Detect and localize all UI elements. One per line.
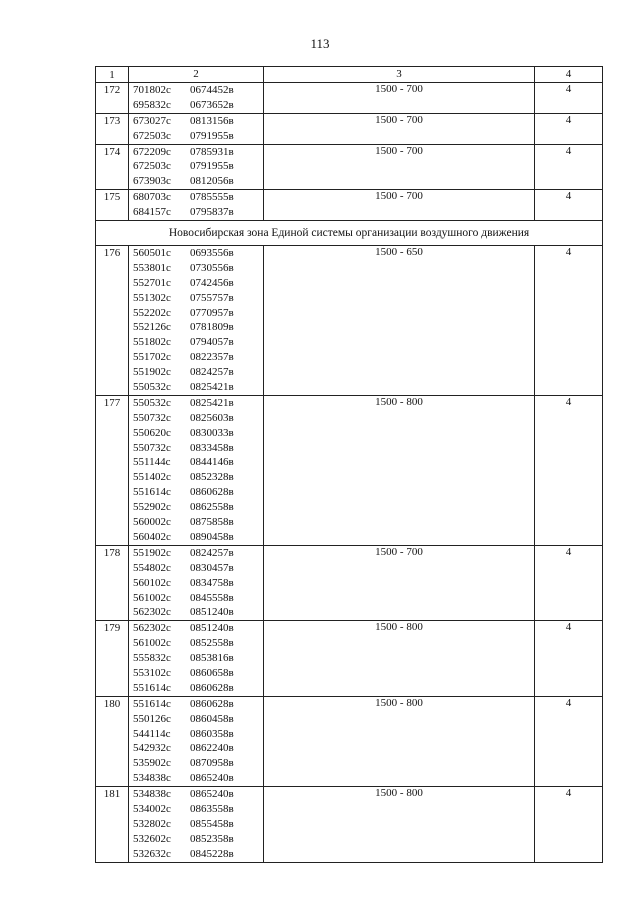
longitude: 0852358в [190,832,234,845]
longitude: 0825421в [190,396,234,409]
coordinate-line [129,847,263,862]
coordinate-line [129,802,263,817]
coordinate-line [129,636,263,651]
latitude: 561002с [133,591,171,604]
longitude: 0812056в [190,175,234,188]
latitude: 550620с [133,426,171,439]
latitude: 551144с [133,456,171,469]
longitude: 0851240в [190,622,234,635]
coordinate-line [129,455,263,470]
row-number: 180 [96,696,129,786]
latitude: 542932с [133,742,171,755]
latitude: 551302с [133,291,171,304]
coordinate-line [129,591,263,606]
longitude: 0860628в [190,681,234,694]
coordinate-line [129,712,263,727]
latitude: 552902с [133,501,171,514]
latitude: 551702с [133,351,171,364]
longitude: 0830457в [190,561,234,574]
latitude: 532632с [133,847,171,860]
latitude: 695832с [133,98,171,111]
coordinate-line [129,500,263,515]
latitude: 560002с [133,516,171,529]
latitude: 672503с [133,129,171,142]
latitude: 532802с [133,817,171,830]
coordinate-line [129,727,263,742]
longitude: 0853816в [190,652,234,665]
coordinate-line [129,350,263,365]
longitude: 0852328в [190,471,234,484]
latitude: 552202с [133,306,171,319]
longitude: 0674452в [190,84,234,96]
coordinate-line [129,205,263,220]
table-row [96,787,603,862]
coordinate-line [129,515,263,530]
latitude: 672503с [133,160,171,173]
longitude: 0794057в [190,336,234,349]
coordinate-line [129,145,263,160]
altitude-range: 1500 - 650 [264,246,535,396]
latitude: 551614с [133,681,171,694]
zone-title: Новосибирская зона Единой системы организации воздушного движения [96,221,603,246]
longitude: 0862558в [190,501,234,514]
coordinate-line [129,666,263,681]
longitude: 0863558в [190,802,234,815]
header-col-1: 1 [96,67,129,83]
longitude: 0824257в [190,546,234,559]
row-number: 179 [96,621,129,696]
latitude: 560501с [133,247,171,260]
table-row [96,83,603,114]
latitude: 551614с [133,697,171,710]
header-col-3: 3 [264,67,535,83]
coordinate-line [129,576,263,591]
longitude: 0825421в [190,381,234,394]
coordinate-line [129,426,263,441]
coordinate-list [129,190,264,221]
longitude: 0673652в [190,98,234,111]
longitude: 0755757в [190,291,234,304]
longitude: 0785555в [190,191,234,204]
longitude: 0824257в [190,366,234,379]
longitude: 0781809в [190,321,234,334]
coordinate-line [129,787,263,802]
coordinate-list [129,395,264,545]
longitude: 0844146в [190,456,234,469]
latitude: 553801с [133,261,171,274]
coordinate-line [129,832,263,847]
header-col-4: 4 [535,67,603,83]
latitude: 550732с [133,411,171,424]
table-row [96,246,603,396]
longitude: 0791955в [190,160,234,173]
longitude: 0830033в [190,426,234,439]
longitude: 0855458в [190,817,234,830]
longitude: 0860458в [190,712,234,725]
coordinate-line [129,98,263,113]
row-number: 177 [96,395,129,545]
altitude-range: 1500 - 800 [264,696,535,786]
longitude: 0875858в [190,516,234,529]
coordinate-line [129,246,263,261]
longitude: 0785931в [190,145,234,158]
latitude: 561002с [133,637,171,650]
latitude: 684157с [133,206,171,219]
longitude: 0860628в [190,486,234,499]
longitude: 0813156в [190,114,234,127]
zone-row [96,221,603,246]
coordinate-line [129,261,263,276]
coordinate-line [129,605,263,620]
latitude: 680703с [133,191,171,204]
longitude: 0825603в [190,411,234,424]
longitude: 0834758в [190,576,234,589]
latitude: 551902с [133,366,171,379]
column-4-value: 4 [535,787,603,862]
coordinate-line [129,306,263,321]
latitude: 551802с [133,336,171,349]
longitude: 0865240в [190,788,234,801]
altitude-range: 1500 - 800 [264,395,535,545]
coordinate-line [129,817,263,832]
coordinate-line [129,320,263,335]
latitude: 534002с [133,802,171,815]
longitude: 0822357в [190,351,234,364]
latitude: 672209с [133,145,171,158]
longitude: 0730556в [190,261,234,274]
coordinate-line [129,190,263,205]
longitude: 0770957в [190,306,234,319]
coordinate-line [129,335,263,350]
latitude: 550532с [133,396,171,409]
coordinate-list [129,621,264,696]
latitude: 551902с [133,546,171,559]
row-number: 173 [96,113,129,144]
coordinate-line [129,621,263,636]
page-number: 113 [310,36,330,51]
latitude: 552126с [133,321,171,334]
latitude: 552701с [133,276,171,289]
latitude: 553102с [133,666,171,679]
row-number: 172 [96,83,129,114]
altitude-range: 1500 - 800 [264,787,535,862]
coordinate-line [129,291,263,306]
longitude: 0795837в [190,206,234,219]
altitude-range: 1500 - 700 [264,144,535,190]
coordinate-line [129,561,263,576]
table-row [96,113,603,144]
column-4-value: 4 [535,545,603,620]
coordinate-list [129,113,264,144]
table-row [96,395,603,545]
coordinate-list [129,696,264,786]
latitude: 555832с [133,652,171,665]
coordinate-line [129,546,263,561]
latitude: 554802с [133,561,171,574]
column-4-value: 4 [535,190,603,221]
altitude-range: 1500 - 800 [264,621,535,696]
latitude: 551614с [133,486,171,499]
longitude: 0693556в [190,247,234,260]
longitude: 0852558в [190,637,234,650]
coordinates-table [95,66,603,863]
longitude: 0890458в [190,530,234,543]
coordinate-line [129,174,263,189]
coordinate-line [129,380,263,395]
column-4-value: 4 [535,395,603,545]
row-number: 176 [96,246,129,396]
longitude: 0862240в [190,742,234,755]
altitude-range: 1500 - 700 [264,83,535,114]
longitude: 0860628в [190,697,234,710]
row-number: 181 [96,787,129,862]
coordinate-line [129,470,263,485]
latitude: 550532с [133,381,171,394]
column-4-value: 4 [535,113,603,144]
table-row [96,144,603,190]
column-4-value: 4 [535,246,603,396]
latitude: 673903с [133,175,171,188]
latitude: 701802с [133,84,171,96]
coordinate-line [129,129,263,144]
coordinate-list [129,83,264,114]
latitude: 562302с [133,606,171,619]
longitude: 0742456в [190,276,234,289]
table-row [96,621,603,696]
column-4-value: 4 [535,621,603,696]
latitude: 673027с [133,114,171,127]
coordinate-line [129,396,263,411]
coordinate-line [129,276,263,291]
coordinate-line [129,83,263,98]
coordinate-line [129,411,263,426]
table-row [96,696,603,786]
table-header-row [96,67,603,83]
coordinate-line [129,741,263,756]
table-row [96,190,603,221]
longitude: 0865240в [190,772,234,785]
latitude: 562302с [133,622,171,635]
latitude: 550732с [133,441,171,454]
longitude: 0791955в [190,129,234,142]
header-col-2: 2 [129,67,264,83]
coordinate-list [129,787,264,862]
latitude: 535902с [133,757,171,770]
coordinate-line [129,771,263,786]
coordinate-line [129,651,263,666]
latitude: 551402с [133,471,171,484]
column-4-value: 4 [535,144,603,190]
coordinate-line [129,697,263,712]
row-number: 178 [96,545,129,620]
coordinate-line [129,681,263,696]
coordinate-line [129,365,263,380]
coordinate-line [129,114,263,129]
row-number: 175 [96,190,129,221]
longitude: 0870958в [190,757,234,770]
latitude: 534838с [133,772,171,785]
latitude: 560402с [133,530,171,543]
latitude: 534838с [133,788,171,801]
coordinate-list [129,545,264,620]
coordinate-line [129,756,263,771]
coordinate-list [129,246,264,396]
coordinate-list [129,144,264,190]
altitude-range: 1500 - 700 [264,113,535,144]
coordinate-line [129,441,263,456]
latitude: 550126с [133,712,171,725]
longitude: 0860358в [190,727,234,740]
latitude: 532602с [133,832,171,845]
longitude: 0833458в [190,441,234,454]
coordinate-line [129,485,263,500]
coordinate-line [129,530,263,545]
altitude-range: 1500 - 700 [264,545,535,620]
latitude: 560102с [133,576,171,589]
longitude: 0845558в [190,591,234,604]
longitude: 0851240в [190,606,234,619]
coordinate-line [129,159,263,174]
altitude-range: 1500 - 700 [264,190,535,221]
longitude: 0845228в [190,847,234,860]
column-4-value: 4 [535,696,603,786]
column-4-value: 4 [535,83,603,114]
longitude: 0860658в [190,666,234,679]
table-row [96,545,603,620]
row-number: 174 [96,144,129,190]
latitude: 544114с [133,727,171,740]
